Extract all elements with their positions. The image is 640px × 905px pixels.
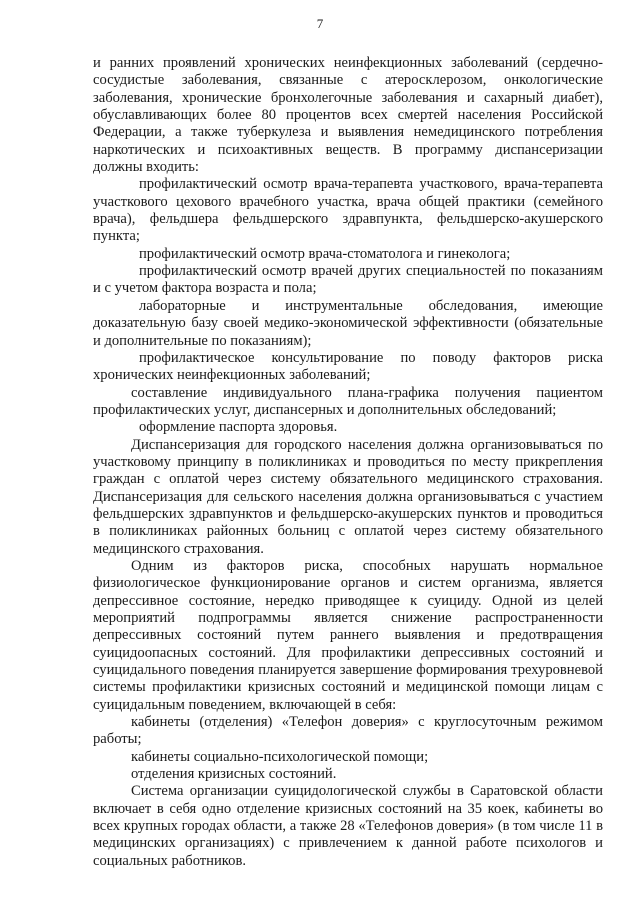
list-item: профилактический осмотр врача-терапевта участкового, врача-терапевта участкового цехового врачебного участка, врача общей практики (семейного врача), фельдшера фельдшерского здравпункта, фельдшерско-акушерского пункта;: [93, 176, 603, 245]
paragraph: Одним из факторов риска, способных нарушать нормальное физиологическое функционирование органов и систем организма, является депрессивное состояние, нередко приводящее к суициду. Одной из целей мероприятий подпрограммы является снижение распространенности депрессивных состояний путем раннего выявления и предотвращения суицидоопасных состояний. Для профилактики депрессивных состояний и суицидального поведения планируется завершение формирования трехуровневой системы профилактики кризисных состояний и медицинской помощи лицам с суицидальным поведением, включающей в себя:: [93, 557, 603, 713]
page-number: 7: [316, 16, 324, 31]
paragraph: Диспансеризация для городского населения должна организовываться по участковому принципу в поликлиниках и проводиться по месту прикрепления граждан с оплатой через систему обязательного медицинского страхования. Диспансеризация для сельского населения должна организовываться с участием фельдшерских здравпунктов и фельдшерско-акушерских пунктов и проводиться в поликлиниках районных больниц с оплатой через систему обязательного медицинского страхования.: [93, 436, 603, 557]
list-item: отделения кризисных состояний.: [131, 766, 337, 783]
list-item: кабинеты социально-психологической помощи;: [131, 748, 429, 765]
list-item: профилактический осмотр врачей других специальностей по показаниям и с учетом фактора возраста и пола;: [93, 263, 603, 297]
list-item: составление индивидуального плана-графика получения пациентом профилактических услуг, диспансерных и дополнительных обследований;: [93, 384, 603, 418]
document-body: [93, 55, 603, 870]
list-item: профилактический осмотр врача-стоматолога и гинеколога;: [139, 245, 511, 262]
list-item: кабинеты (отделения) «Телефон доверия» с круглосуточным режимом работы;: [93, 714, 603, 748]
list-item: оформление паспорта здоровья.: [139, 419, 338, 436]
paragraph: и ранних проявлений хронических неинфекционных заболеваний (сердечно-сосудистые заболевания, связанные с атеросклерозом, онкологические заболевания, хронические бронхолегочные заболевания и сахарный диабет), обуславливающих более 80 процентов всех смертей населения Российской Федерации, а также туберкулеза и выявления немедицинского потребления наркотических и психоактивных веществ. В программу диспансеризации должны входить:: [93, 55, 603, 176]
list-item: лабораторные и инструментальные обследования, имеющие доказательную базу своей медико-экономической эффективности (обязательные и дополнительные по показаниям);: [93, 297, 603, 349]
list-item: профилактическое консультирование по поводу факторов риска хронических неинфекционных заболеваний;: [93, 349, 603, 384]
paragraph: Система организации суицидологической службы в Саратовской области включает в себя одно отделение кризисных состояний на 35 коек, кабинеты во всех крупных городах области, а также 28 «Телефонов доверия» (в том числе 11 в медицинских организациях) с привлечением к данной работе психологов и социальных работников.: [93, 783, 603, 869]
